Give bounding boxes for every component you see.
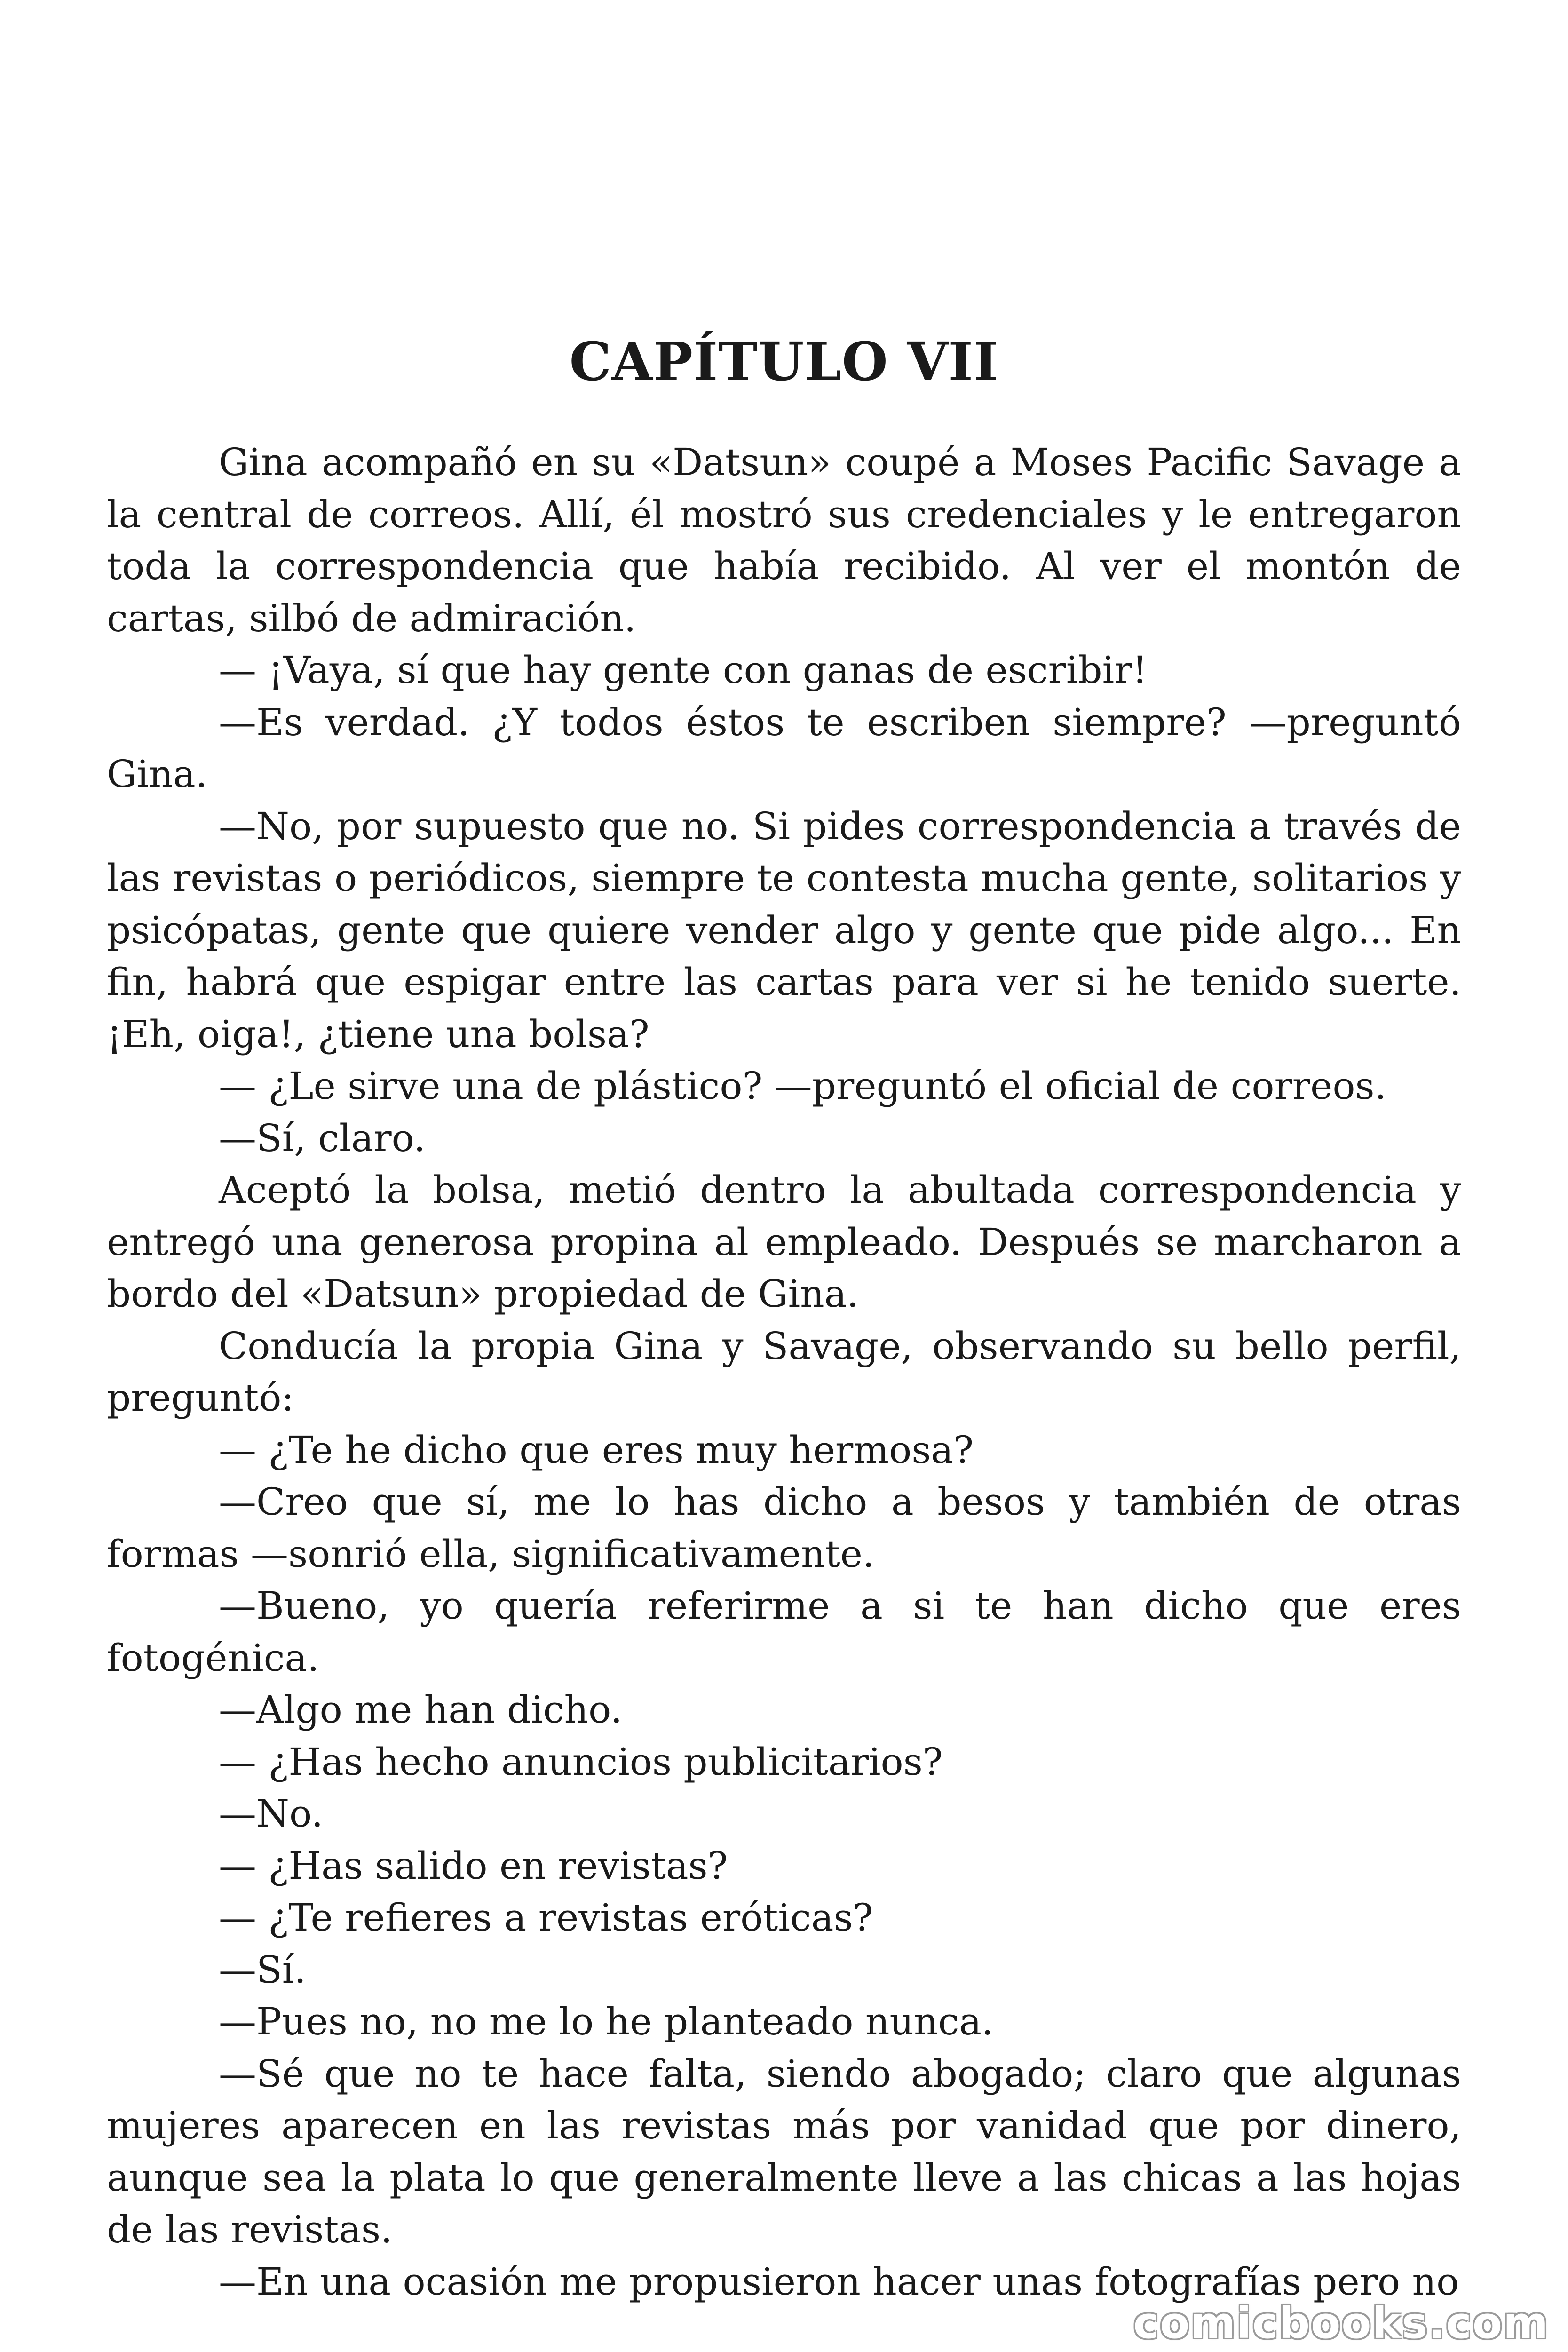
paragraph: Conducía la propia Gina y Savage, observando su bello perfil, preguntó: [107,1324,1461,1420]
paragraph-cut-off: —En una ocasión me propusieron hacer unas fotografías pero no [219,2259,1459,2304]
paragraph: —Sí. [219,1947,306,1992]
paragraph: —Es verdad. ¿Y todos éstos te escriben siempre? —preguntó Gina. [107,700,1461,796]
chapter-title: CAPÍTULO VII [569,331,999,393]
paragraph: —Sí, claro. [219,1116,426,1160]
watermark-logo: comicbooks.com [1133,2298,1549,2348]
paragraph: —No. [219,1792,324,1836]
paragraph: —Creo que sí, me lo has dicho a besos y también de otras formas —sonrió ella, significativamente. [107,1480,1461,1576]
paragraph: — ¿Te refieres a revistas eróticas? [219,1896,873,1939]
paragraph: —No, por supuesto que no. Si pides correspondencia a través de las revistas o periódicos, siempre te contesta mucha gente, solitarios y psicópatas, gente que quiere vender algo y gente que pide algo... En fin, habrá que espigar entre las cartas para ver si he tenido suerte. ¡Eh, oiga!, ¿tiene una bolsa? [107,804,1461,1056]
paragraph: — ¿Has salido en revistas? [219,1843,728,1888]
paragraph: Gina acompañó en su «Datsun» coupé a Moses Pacific Savage a la central de correos. Allí, él mostró sus credenciales y le entregaron toda la correspondencia que había recibido. Al ver el montón de cartas, silbó de admiración. [107,440,1461,640]
chapter-body [107,437,1461,2308]
paragraph: —Sé que no te hace falta, siendo abogado; claro que algunas mujeres aparecen en las revistas más por vanidad que por dinero, aunque sea la plata lo que generalmente lleve a las chicas a las hojas de las revistas. [107,2051,1461,2251]
paragraph: — ¿Te he dicho que eres muy hermosa? [219,1428,974,1472]
book-page [107,0,1461,2352]
paragraph: — ¿Le sirve una de plástico? —preguntó el oficial de correos. [219,1064,1387,1108]
paragraph: —Algo me han dicho. [219,1688,623,1732]
paragraph: — ¡Vaya, sí que hay gente con ganas de escribir! [219,648,1148,692]
paragraph: — ¿Has hecho anuncios publicitarios? [219,1740,943,1784]
paragraph: —Pues no, no me lo he planteado nunca. [219,2000,994,2043]
paragraph: Aceptó la bolsa, metió dentro la abultada correspondencia y entregó una generosa propina al empleado. Después se marcharon a bordo del «Datsun» propiedad de Gina. [107,1168,1461,1316]
paragraph: —Bueno, yo quería referirme a si te han dicho que eres fotogénica. [107,1584,1461,1680]
